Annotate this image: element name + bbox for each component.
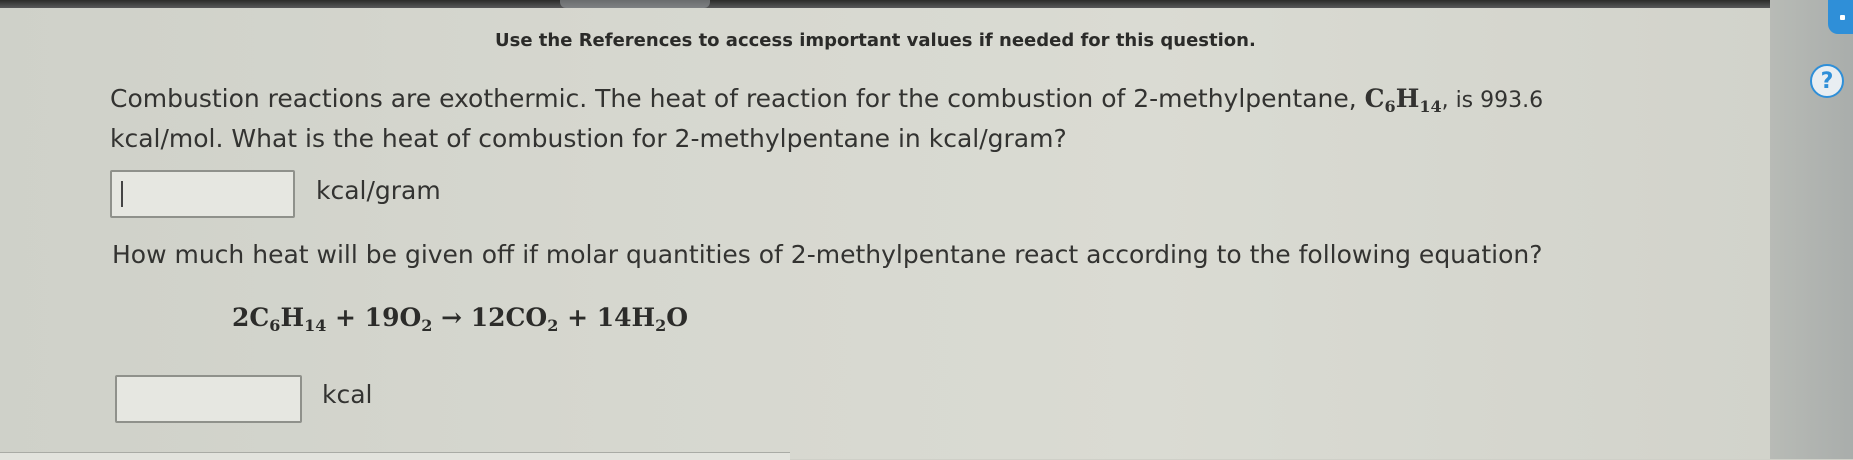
question-2-text: How much heat will be given off if molar quantities of 2-methylpentane react according to the following equation? bbox=[112, 240, 1543, 269]
window-top-edge bbox=[0, 0, 1853, 8]
side-tab-button[interactable] bbox=[1828, 0, 1853, 34]
answer-input-kcal-per-gram[interactable] bbox=[110, 170, 295, 218]
equation-term-c6h14: 2C bbox=[232, 303, 270, 332]
question-1-text-before: Combustion reactions are exothermic. The heat of reaction for the combustion of 2-methylpentane, bbox=[110, 84, 1365, 113]
formula-h-subscript: 14 bbox=[1419, 97, 1442, 116]
formula-h: H bbox=[1395, 84, 1420, 113]
chemical-formula bbox=[1364, 84, 1442, 116]
side-tab-dot-icon bbox=[1840, 15, 1845, 20]
equation-subscript: 2 bbox=[655, 316, 667, 335]
text-cursor bbox=[121, 181, 123, 207]
equation-term-o2: + 19O bbox=[326, 303, 422, 332]
equation-term-o: O bbox=[666, 303, 689, 332]
unit-label-kcal: kcal bbox=[322, 380, 373, 409]
question-1-value: , is 993.6 bbox=[1441, 88, 1544, 113]
question-icon: ? bbox=[1820, 68, 1834, 94]
equation-subscript: 14 bbox=[304, 316, 327, 335]
unit-label-kcal-per-gram: kcal/gram bbox=[316, 176, 441, 205]
help-button[interactable] bbox=[1810, 64, 1844, 98]
references-note: Use the References to access important values if needed for this question. bbox=[495, 30, 1256, 51]
chemical-equation bbox=[232, 303, 689, 335]
question-1-line-2: kcal/mol. What is the heat of combustion for 2-methylpentane in kcal/gram? bbox=[110, 124, 1067, 153]
tab-indicator bbox=[560, 0, 710, 8]
equation-term-h: H bbox=[280, 303, 305, 332]
right-side-panel bbox=[1770, 0, 1853, 459]
equation-subscript: 2 bbox=[547, 316, 559, 335]
answer-input-kcal[interactable] bbox=[115, 375, 302, 423]
equation-subscript: 2 bbox=[421, 316, 433, 335]
equation-subscript: 6 bbox=[269, 316, 281, 335]
equation-term-co2: → 12CO bbox=[432, 303, 548, 332]
formula-c-subscript: 6 bbox=[1384, 97, 1396, 116]
equation-term-h2o: + 14H bbox=[558, 303, 656, 332]
formula-c: C bbox=[1364, 84, 1385, 113]
question-1-text bbox=[110, 80, 1730, 158]
